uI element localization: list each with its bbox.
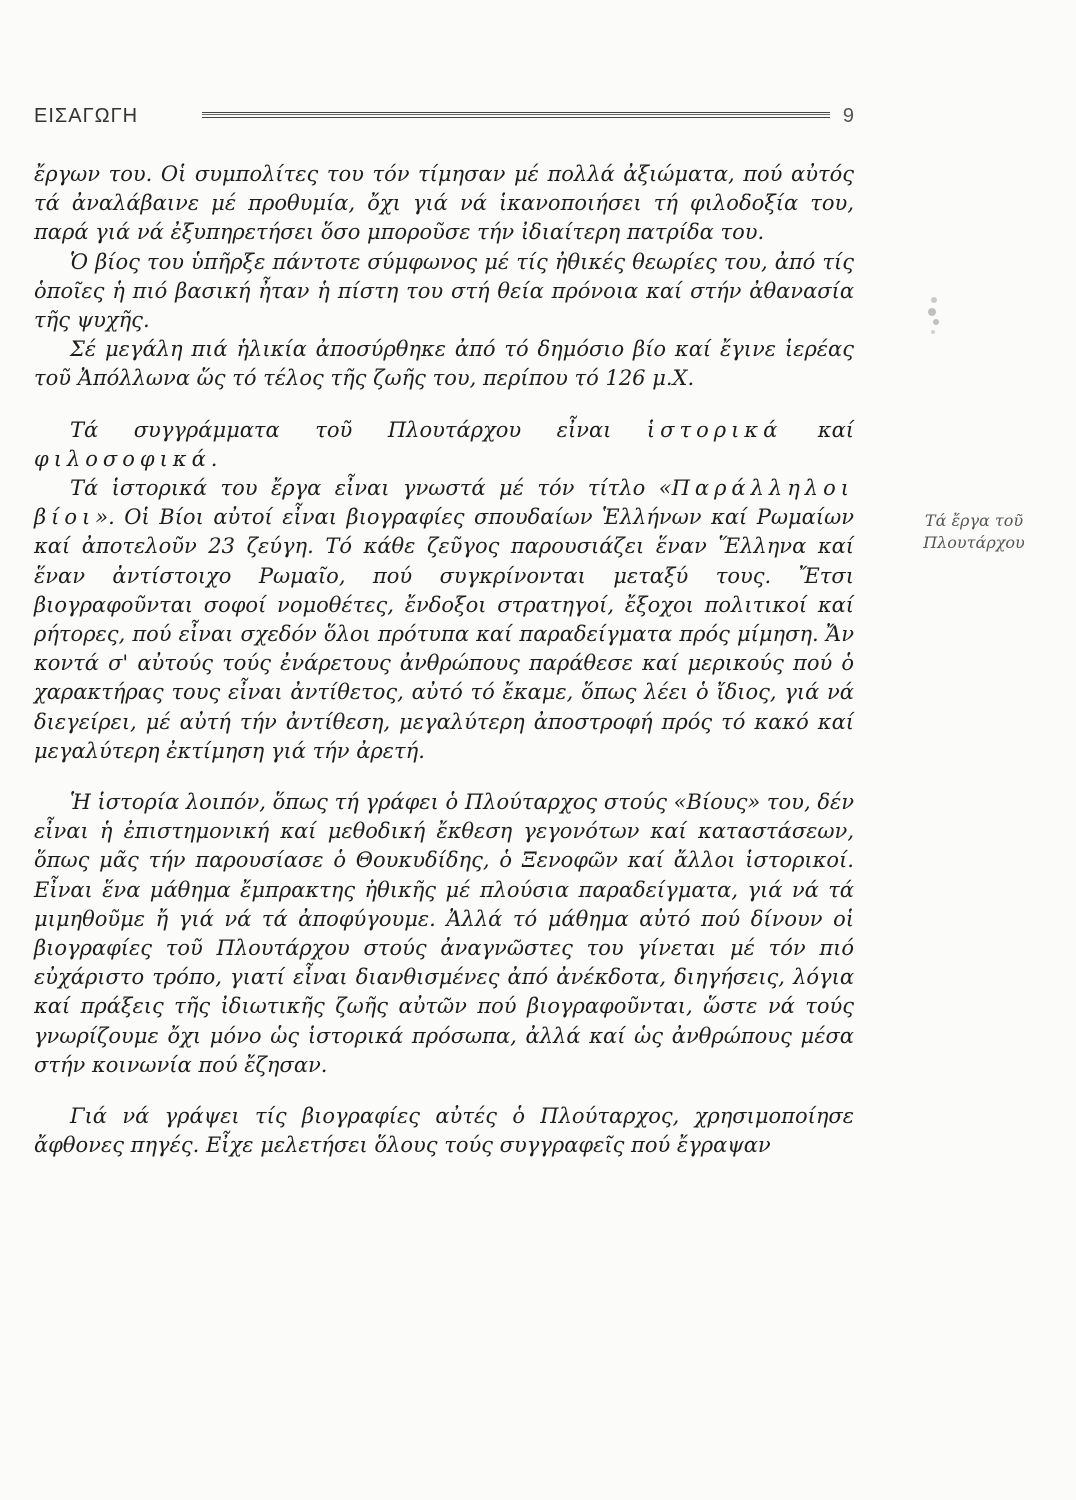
running-header [34, 102, 854, 130]
parallel-lives-intro: Τά ἱστορικά του ἔργα εἶναι γνωστά μέ τόν τίτλο « [70, 476, 672, 501]
page-number: 9 [842, 105, 854, 127]
chapter-title: ΕΙΣΑΓΩΓΗ [34, 105, 139, 127]
main-text [34, 160, 854, 1161]
emphasis-historical: ἱστορικά [646, 417, 783, 442]
margin-note-line-2: Πλουτάρχου [923, 533, 1025, 552]
paragraph-priest: Σέ μεγάλη πιά ἡλικία ἀποσύρθηκε ἀπό τό δημόσιο βίο καί ἔγινε ἱερέας τοῦ Ἀπόλλωνα ὥς τό τέλος τῆς ζωῆς του, περίπου τό 126 μ.Χ. [34, 337, 854, 391]
margin-note-line-1: Τά ἔργα τοῦ [924, 511, 1024, 530]
works-intro-end: . [210, 446, 218, 471]
paragraph-parallel-lives [34, 474, 854, 766]
emphasis-philosophical: φιλοσοφικά [34, 446, 211, 471]
paragraph-life: Ὁ βίος του ὑπῆρξε πάντοτε σύμφωνος μέ τίς ἠθικές θεωρίες του, ἀπό τίς ὁποῖες ἡ πιό βασική ἦταν ἡ πίστη του στή θεία πρόνοια καί στήν ἀθανασία τῆς ψυχῆς. [34, 249, 854, 333]
paragraph-sources: Γιά νά γράψει τίς βιογραφίες αὐτές ὁ Πλούταρχος, χρησιμοποίησε ἄφθονες πηγές. Εἶχε μελετήσει ὅλους τούς συγγραφεῖς πού ἔγραψαν [34, 1104, 854, 1158]
paragraph-citizens: ἔργων του. Οἱ συμπολίτες του τόν τίμησαν μέ πολλά ἀξιώματα, πού αὐτός τά ἀναλάβαινε μέ προθυμία, ὄχι γιά νά ἱκανοποιήσει τή φιλοδοξία του, παρά γιά νά ἐξυπηρετήσει ὅσο μποροῦσε τήν ἰδιαίτερη πατρίδα του. [34, 162, 854, 245]
parallel-lives-text: ». Οἱ Βίοι αὐτοί εἶναι βιογραφίες σπουδαίων Ἑλλήνων καί Ρωμαίων καί ἀποτελοῦν 23 ζεύγη. Τό κάθε ζεῦγος παρουσιάζει ἕναν Ἕλληνα καί ἕναν ἀντίστοιχο Ρωμαῖο, πού συγκρίνονται μεταξύ τους. Ἔτσι βιογραφοῦνται σοφοί νομοθέτες, ἔνδοξοι στρατηγοί, ἔξοχοι πολιτικοί καί ρήτορες, πού εἶναι σχεδόν ὅλοι πρότυπα καί παραδείγματα πρός μίμηση. Ἄν κοντά σ' αὐτούς τούς ἐνάρετους ἀνθρώπους παράθεσε καί μερικούς πού ὁ χαρακτήρας τους εἶναι ἀντίθετος, αὐτό τό ἔκαμε, ὅπως λέει ὁ ἴδιος, γιά νά διεγείρει, μέ αὐτή τήν ἀντίθεση, μεγαλύτερη ἀποστροφή πρός τό κακό καί μεγαλύτερη ἐκτίμηση γιά τήν ἀρετή. [34, 505, 854, 763]
paragraph-history: Ἡ ἱστορία λοιπόν, ὅπως τή γράφει ὁ Πλούταρχος στούς «Βίους» του, δέν εἶναι ἡ ἐπιστημονική καί μεθοδική ἔκθεση γεγονότων καί καταστάσεων, ὅπως μᾶς τήν παρουσίασε ὁ Θουκυδίδης, ὁ Ξενοφῶν καί ἄλλοι ἱστορικοί. Εἶναι ἕνα μάθημα ἔμπρακτης ἠθικῆς μέ πλούσια παραδείγματα, γιά νά τά μιμηθοῦμε ἤ γιά νά τά ἀποφύγουμε. Ἀλλά τό μάθημα αὐτό πού δίνουν οἱ βιογραφίες τοῦ Πλουτάρχου στούς ἀναγνῶστες του γίνεται μέ τόν πιό εὐχάριστο τρόπο, γιατί εἶναι διανθισμένες ἀπό ἀνέκδοτα, διηγήσεις, λόγια καί πράξεις τῆς ἰδιωτικῆς ζωῆς αὐτῶν πού βιογραφοῦνται, ὥστε νά τούς γνωρίζουμε ὄχι μόνο ὡς ἱστορικά πρόσωπα, ἀλλά καί ὡς ἀνθρώπους μέσα στήν κοινωνία πού ἔζησαν. [34, 790, 854, 1077]
header-double-rule [202, 112, 830, 118]
margin-note [894, 510, 1054, 554]
paper-speck [922, 280, 946, 350]
works-intro-text: Τά συγγράμματα τοῦ Πλουτάρχου εἶναι [70, 417, 647, 442]
works-intro-conjunction: καί [782, 417, 854, 442]
paragraph-works-intro [34, 416, 854, 474]
emphasis-parallel-lives: Παράλληλοι βίοι [34, 476, 854, 530]
